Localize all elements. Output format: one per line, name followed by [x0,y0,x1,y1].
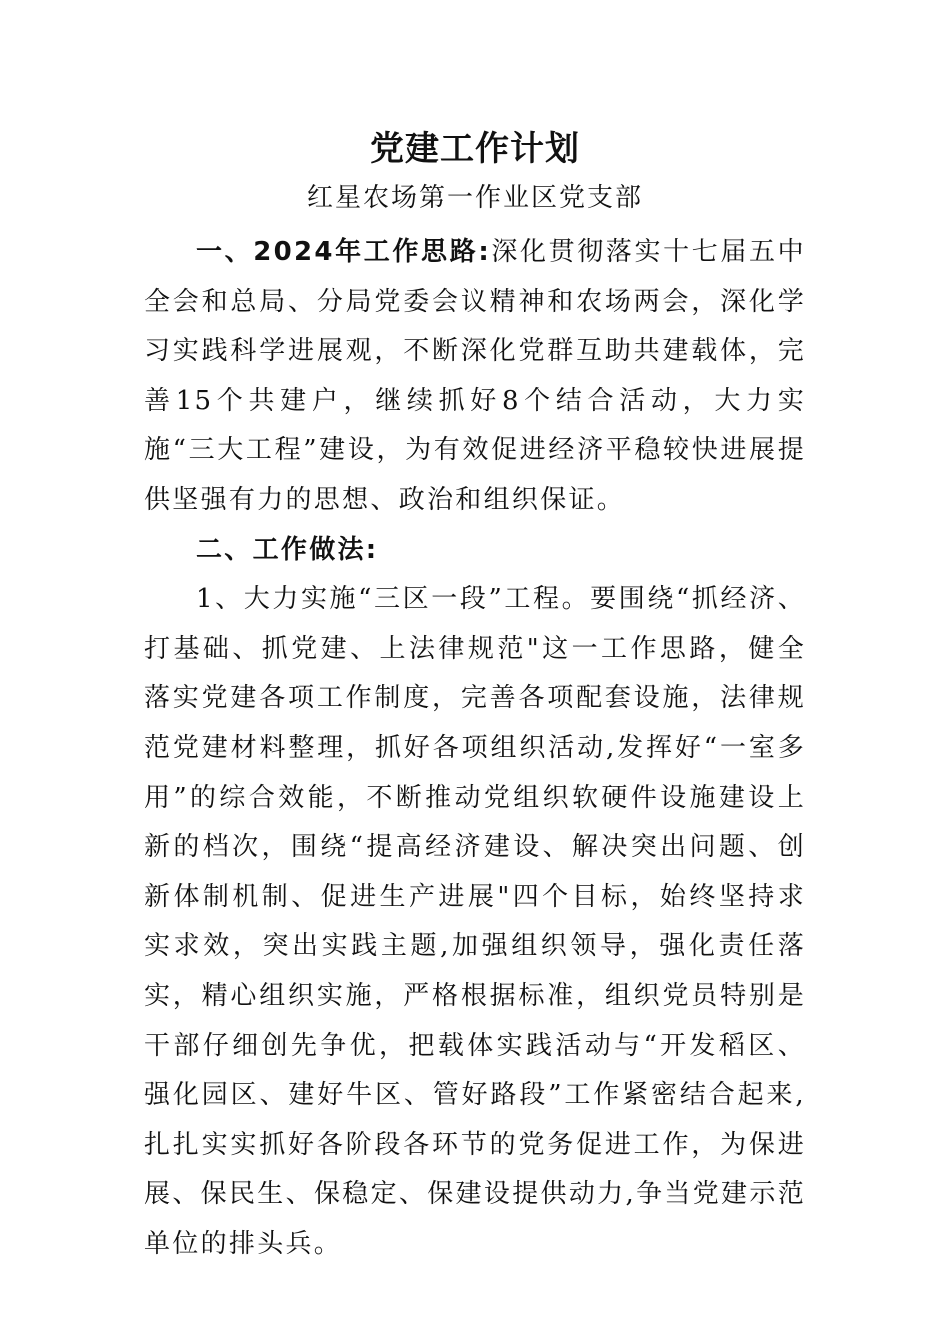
document-subtitle: 红星农场第一作业区党支部 [306,183,643,213]
section-2-paragraph [144,526,806,576]
section-2-heading: 二、工作做法: [196,534,379,565]
section-1-text: 深化贯彻落实十七届五中全会和总局、分局党委会议精神和农场两会，深化学习实践科学进展观，不断深化党群互助共建载体，完善15个共建户，继续抓好8个结合活动，大力实施“三大工程”建设，为有效促进经济平稳较快进展提供坚强有力的思想、政治和组织保证。 [144,237,806,515]
document-body [144,228,806,1269]
work-method-paragraph-1: 1、大力实施“三区一段”工程。要围绕“抓经济、打基础、抓党建、上法律规范"这一工作思路，健全落实党建各项工作制度，完善各项配套设施，法律规范党建材料整理，抓好各项组织活动,发挥好“一室多用”的综合效能，不断推动党组织软硬件设施建设上新的档次，围绕“提高经济建设、解决突出问题、创新体制机制、促进生产进展"四个目标，始终坚持求实求效，突出实践主题,加强组织领导，强化责任落实，精心组织实施，严格根据标准，组织党员特别是干部仔细创先争优，把载体实践活动与“开发稻区、强化园区、建好牛区、管好路段”工作紧密结合起来,扎扎实实抓好各阶段各环节的党务促进工作，为保进展、保民生、保稳定、保建设提供动力,争当党建示范单位的排头兵。 [144,584,806,1259]
section-1-paragraph [144,228,806,526]
document-title: 党建工作计划 [370,129,580,169]
section-1-heading: 一、2024年工作思路: [196,237,492,267]
